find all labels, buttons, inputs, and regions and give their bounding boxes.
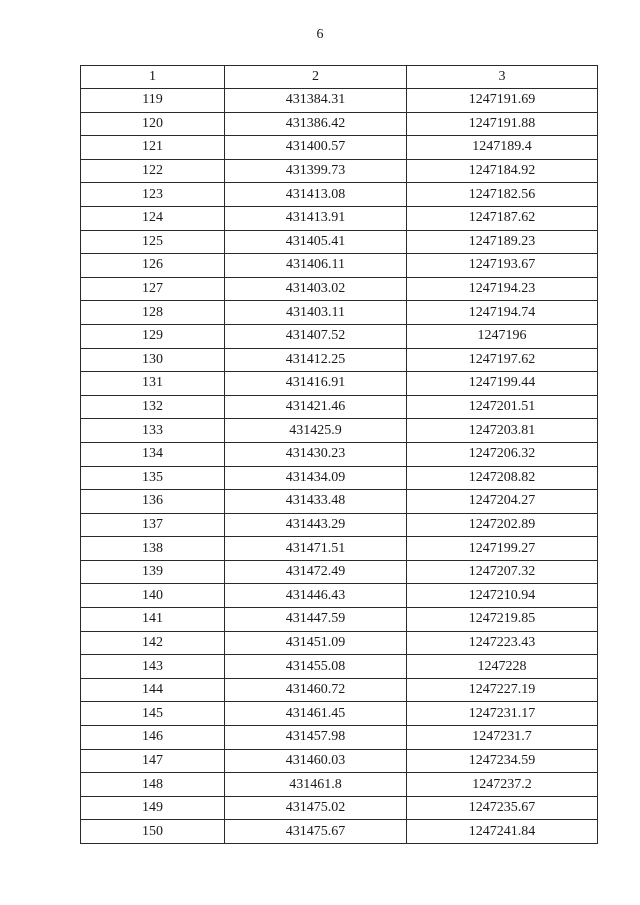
point-number-cell: 130: [81, 348, 225, 372]
x-coordinate-cell: 431433.48: [225, 490, 407, 514]
y-coordinate-cell: 1247184.92: [407, 159, 598, 183]
y-coordinate-cell: 1247241.84: [407, 820, 598, 844]
x-coordinate-cell: 431434.09: [225, 466, 407, 490]
y-coordinate-cell: 1247196: [407, 324, 598, 348]
point-number-cell: 124: [81, 206, 225, 230]
x-coordinate-cell: 431475.02: [225, 796, 407, 820]
x-coordinate-cell: 431460.03: [225, 749, 407, 773]
y-coordinate-cell: 1247189.4: [407, 136, 598, 160]
point-number-cell: 146: [81, 726, 225, 750]
table-row: [81, 537, 598, 561]
table-row: [81, 749, 598, 773]
x-coordinate-cell: 431475.67: [225, 820, 407, 844]
point-number-cell: 127: [81, 277, 225, 301]
table-row: [81, 254, 598, 278]
table-row: [81, 372, 598, 396]
y-coordinate-cell: 1247219.85: [407, 608, 598, 632]
y-coordinate-cell: 1247204.27: [407, 490, 598, 514]
x-coordinate-cell: 431457.98: [225, 726, 407, 750]
point-number-cell: 140: [81, 584, 225, 608]
table-row: [81, 820, 598, 844]
table-row: [81, 466, 598, 490]
point-number-cell: 134: [81, 442, 225, 466]
table-row: [81, 230, 598, 254]
column-header-x: 2: [225, 66, 407, 89]
y-coordinate-cell: 1247199.27: [407, 537, 598, 561]
x-coordinate-cell: 431400.57: [225, 136, 407, 160]
y-coordinate-cell: 1247199.44: [407, 372, 598, 396]
x-coordinate-cell: 431384.31: [225, 89, 407, 113]
point-number-cell: 120: [81, 112, 225, 136]
y-coordinate-cell: 1247234.59: [407, 749, 598, 773]
x-coordinate-cell: 431447.59: [225, 608, 407, 632]
coordinates-table: [80, 65, 598, 844]
y-coordinate-cell: 1247231.17: [407, 702, 598, 726]
x-coordinate-cell: 431407.52: [225, 324, 407, 348]
x-coordinate-cell: 431443.29: [225, 513, 407, 537]
header-row: [81, 66, 598, 89]
point-number-cell: 144: [81, 678, 225, 702]
x-coordinate-cell: 431399.73: [225, 159, 407, 183]
x-coordinate-cell: 431471.51: [225, 537, 407, 561]
table-row: [81, 395, 598, 419]
y-coordinate-cell: 1247191.69: [407, 89, 598, 113]
table-row: [81, 560, 598, 584]
table-row: [81, 584, 598, 608]
x-coordinate-cell: 431460.72: [225, 678, 407, 702]
point-number-cell: 139: [81, 560, 225, 584]
y-coordinate-cell: 1247231.7: [407, 726, 598, 750]
x-coordinate-cell: 431451.09: [225, 631, 407, 655]
table-row: [81, 183, 598, 207]
point-number-cell: 125: [81, 230, 225, 254]
column-header-point: 1: [81, 66, 225, 89]
table-row: [81, 490, 598, 514]
table-row: [81, 608, 598, 632]
page-number: 6: [316, 27, 324, 42]
point-number-cell: 132: [81, 395, 225, 419]
point-number-cell: 147: [81, 749, 225, 773]
point-number-cell: 131: [81, 372, 225, 396]
x-coordinate-cell: 431446.43: [225, 584, 407, 608]
y-coordinate-cell: 1247201.51: [407, 395, 598, 419]
table-row: [81, 159, 598, 183]
y-coordinate-cell: 1247207.32: [407, 560, 598, 584]
y-coordinate-cell: 1247228: [407, 655, 598, 679]
point-number-cell: 135: [81, 466, 225, 490]
y-coordinate-cell: 1247208.82: [407, 466, 598, 490]
point-number-cell: 138: [81, 537, 225, 561]
point-number-cell: 136: [81, 490, 225, 514]
y-coordinate-cell: 1247189.23: [407, 230, 598, 254]
y-coordinate-cell: 1247202.89: [407, 513, 598, 537]
x-coordinate-cell: 431430.23: [225, 442, 407, 466]
point-number-cell: 143: [81, 655, 225, 679]
table-row: [81, 773, 598, 797]
point-number-cell: 119: [81, 89, 225, 113]
x-coordinate-cell: 431472.49: [225, 560, 407, 584]
table-row: [81, 678, 598, 702]
point-number-cell: 142: [81, 631, 225, 655]
table-row: [81, 702, 598, 726]
table-row: [81, 277, 598, 301]
table-header: [81, 66, 598, 89]
y-coordinate-cell: 1247193.67: [407, 254, 598, 278]
point-number-cell: 145: [81, 702, 225, 726]
x-coordinate-cell: 431413.08: [225, 183, 407, 207]
y-coordinate-cell: 1247182.56: [407, 183, 598, 207]
y-coordinate-cell: 1247223.43: [407, 631, 598, 655]
point-number-cell: 123: [81, 183, 225, 207]
table-row: [81, 796, 598, 820]
y-coordinate-cell: 1247227.19: [407, 678, 598, 702]
x-coordinate-cell: 431412.25: [225, 348, 407, 372]
point-number-cell: 141: [81, 608, 225, 632]
y-coordinate-cell: 1247237.2: [407, 773, 598, 797]
column-header-y: 3: [407, 66, 598, 89]
x-coordinate-cell: 431461.8: [225, 773, 407, 797]
table-body: [81, 89, 598, 844]
point-number-cell: 149: [81, 796, 225, 820]
point-number-cell: 137: [81, 513, 225, 537]
table-row: [81, 419, 598, 443]
x-coordinate-cell: 431406.11: [225, 254, 407, 278]
table-row: [81, 442, 598, 466]
x-coordinate-cell: 431413.91: [225, 206, 407, 230]
table-row: [81, 89, 598, 113]
y-coordinate-cell: 1247194.74: [407, 301, 598, 325]
point-number-cell: 121: [81, 136, 225, 160]
x-coordinate-cell: 431403.11: [225, 301, 407, 325]
point-number-cell: 150: [81, 820, 225, 844]
y-coordinate-cell: 1247191.88: [407, 112, 598, 136]
x-coordinate-cell: 431421.46: [225, 395, 407, 419]
table-row: [81, 513, 598, 537]
x-coordinate-cell: 431461.45: [225, 702, 407, 726]
table-row: [81, 726, 598, 750]
x-coordinate-cell: 431416.91: [225, 372, 407, 396]
table-row: [81, 206, 598, 230]
y-coordinate-cell: 1247187.62: [407, 206, 598, 230]
table-row: [81, 301, 598, 325]
table-row: [81, 655, 598, 679]
point-number-cell: 148: [81, 773, 225, 797]
point-number-cell: 122: [81, 159, 225, 183]
table-row: [81, 324, 598, 348]
y-coordinate-cell: 1247194.23: [407, 277, 598, 301]
point-number-cell: 128: [81, 301, 225, 325]
table-row: [81, 631, 598, 655]
x-coordinate-cell: 431386.42: [225, 112, 407, 136]
y-coordinate-cell: 1247197.62: [407, 348, 598, 372]
point-number-cell: 126: [81, 254, 225, 278]
y-coordinate-cell: 1247203.81: [407, 419, 598, 443]
x-coordinate-cell: 431405.41: [225, 230, 407, 254]
y-coordinate-cell: 1247210.94: [407, 584, 598, 608]
point-number-cell: 133: [81, 419, 225, 443]
y-coordinate-cell: 1247235.67: [407, 796, 598, 820]
table-row: [81, 348, 598, 372]
x-coordinate-cell: 431403.02: [225, 277, 407, 301]
table-row: [81, 112, 598, 136]
table-row: [81, 136, 598, 160]
point-number-cell: 129: [81, 324, 225, 348]
y-coordinate-cell: 1247206.32: [407, 442, 598, 466]
x-coordinate-cell: 431425.9: [225, 419, 407, 443]
x-coordinate-cell: 431455.08: [225, 655, 407, 679]
